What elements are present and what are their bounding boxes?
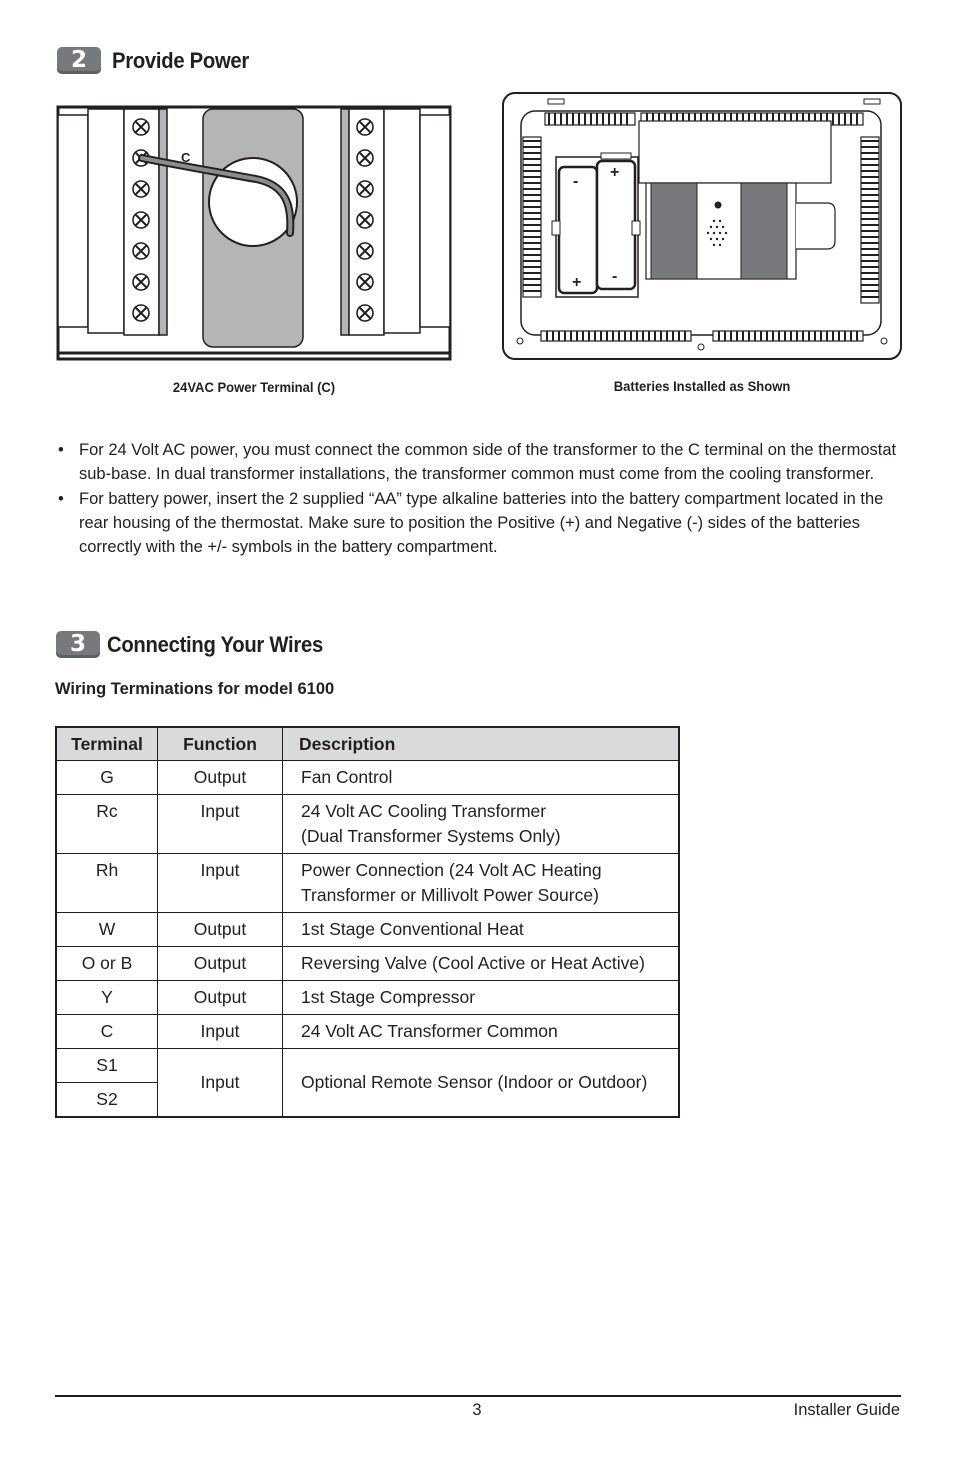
section-number-badge: 2 (57, 47, 101, 74)
battery-right-plus: + (610, 164, 620, 181)
table-row: Y Output 1st Stage Compressor (56, 981, 679, 1015)
c-terminal-label: C (181, 150, 191, 165)
header-terminal: Terminal (56, 727, 158, 761)
table-row: S1 Input Optional Remote Sensor (Indoor or Outdoor) (56, 1049, 679, 1083)
power-instructions-list (56, 438, 904, 559)
table-row: Rh Input Power Connection (24 Volt AC Heating Transformer or Millivolt Power Source) (56, 854, 679, 913)
section-number-badge: 3 (56, 631, 100, 658)
list-item: • For 24 Volt AC power, you must connect the common side of the transformer to the C terminal on the thermostat sub-base. In dual transformer installations, the transformer common must come from the cooling transformer. (56, 438, 904, 487)
section-2-heading (57, 47, 261, 74)
footer-label: Installer Guide (793, 1401, 900, 1419)
table-title: Wiring Terminations for model 6100 (55, 680, 335, 698)
section-title: Connecting Your Wires (107, 631, 323, 657)
terminal-diagram (56, 105, 454, 363)
footer-divider (55, 1395, 901, 1397)
wiring-table (55, 726, 680, 1118)
page-number: 3 (472, 1401, 482, 1419)
header-description: Description (283, 727, 680, 761)
table-row: S2 (56, 1083, 679, 1118)
battery-diagram (501, 91, 903, 363)
battery-left-plus: + (572, 274, 582, 291)
battery-right-minus: - (612, 268, 618, 285)
table-row: W Output 1st Stage Conventional Heat (56, 913, 679, 947)
battery-left-minus: - (573, 173, 579, 190)
header-function: Function (158, 727, 283, 761)
list-item: • For battery power, insert the 2 supplied “AA” type alkaline batteries into the battery compartment located in the rear housing of the thermostat. Make sure to position the Positive (+) and Negative (-) sides of the batteries correctly with the +/- symbols in the battery compartment. (56, 487, 904, 560)
table-row: C Input 24 Volt AC Transformer Common (56, 1015, 679, 1049)
table-row: G Output Fan Control (56, 761, 679, 795)
battery-caption: Batteries Installed as Shown (613, 378, 791, 394)
bullet-marker: • (58, 441, 64, 459)
terminal-caption: 24VAC Power Terminal (C) (172, 379, 336, 395)
section-3-heading (56, 631, 342, 658)
bullet-marker: • (58, 489, 64, 508)
table-row: Rc Input 24 Volt AC Cooling Transformer (Dual Transformer Systems Only) (56, 795, 679, 854)
table-header-row (56, 727, 679, 761)
table-row: O or B Output Reversing Valve (Cool Active or Heat Active) (56, 947, 679, 981)
section-title: Provide Power (112, 47, 250, 73)
